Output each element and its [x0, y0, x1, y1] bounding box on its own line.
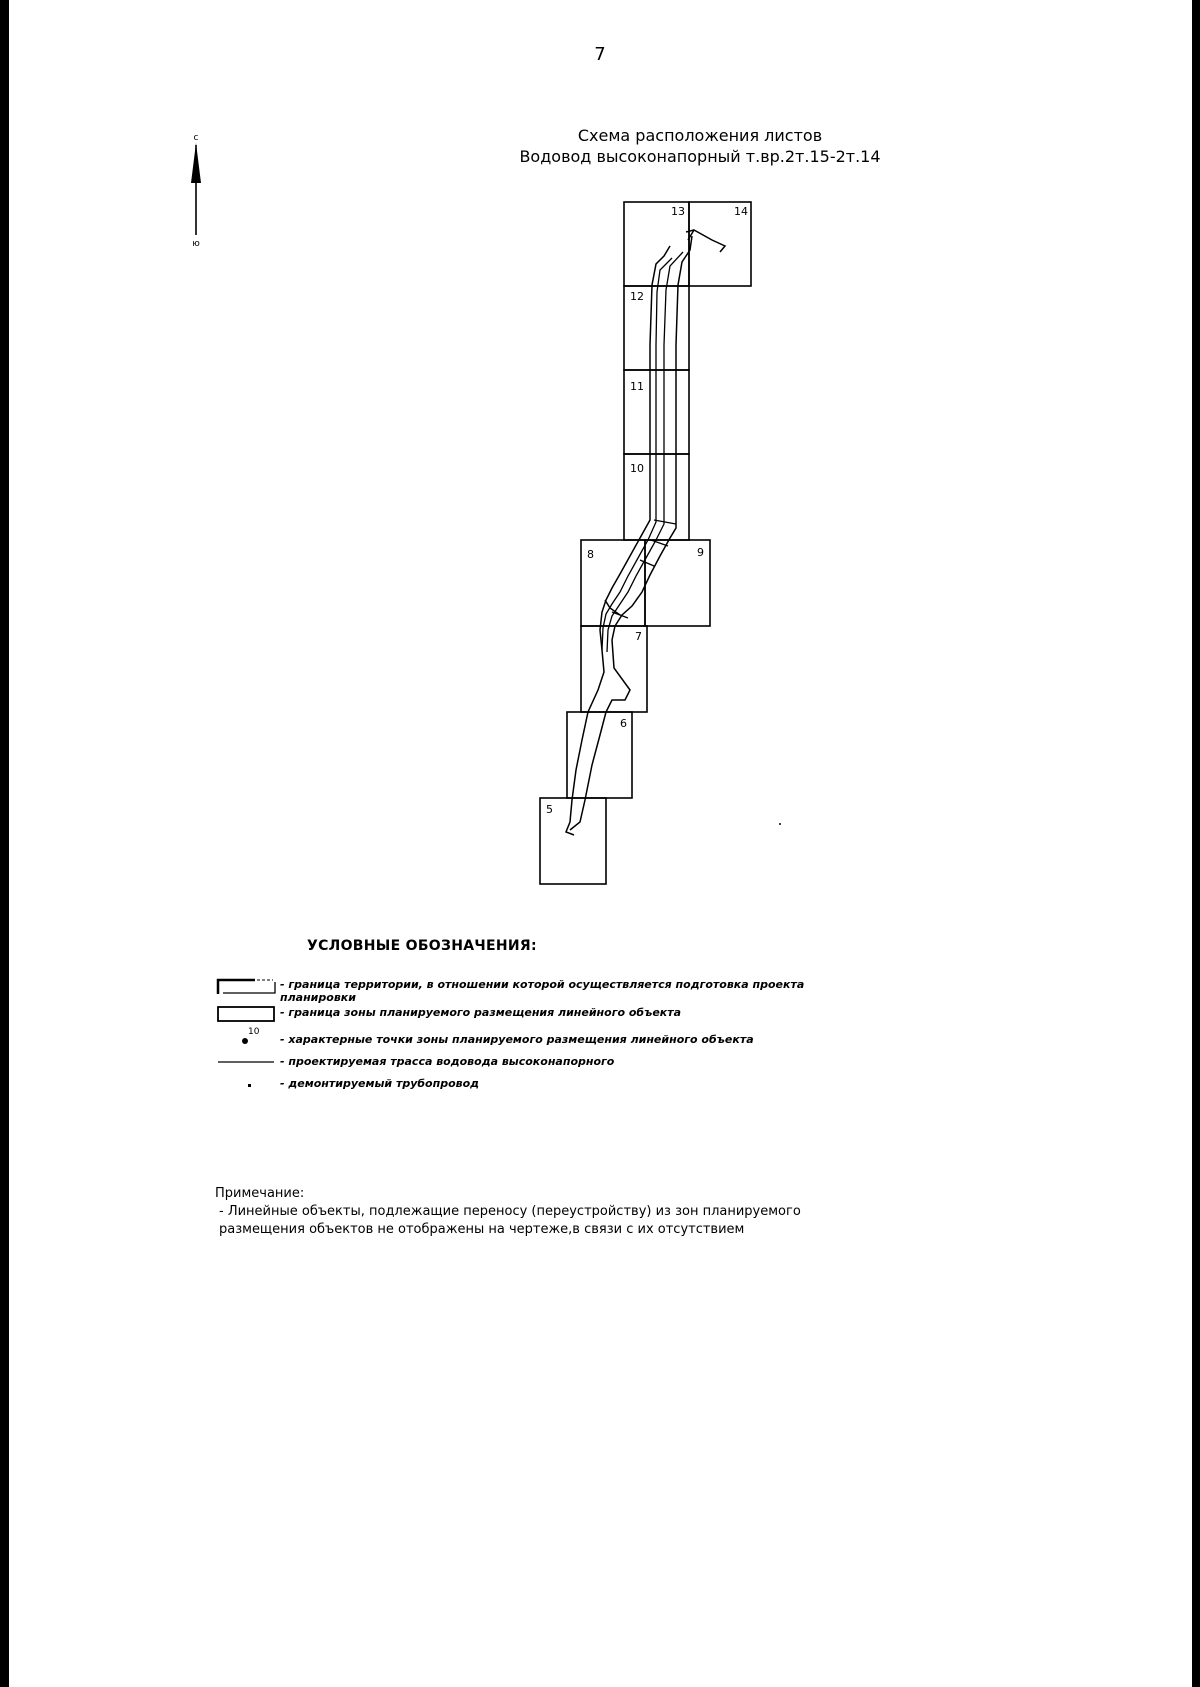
sheet-label: 11 — [630, 380, 644, 393]
stray-dot — [779, 823, 781, 825]
designed-route-icon — [215, 1052, 277, 1072]
characteristic-point-label: 10 — [248, 1027, 260, 1037]
north-label: с — [193, 133, 199, 143]
sheet-label: 9 — [697, 546, 704, 559]
sheet-label: 5 — [546, 803, 553, 816]
note — [215, 1185, 915, 1239]
sheet-label: 12 — [630, 290, 644, 303]
legend-text: - демонтируемый трубопровод — [280, 1077, 480, 1090]
characteristic-point-icon — [215, 1026, 277, 1046]
page-number: 7 — [594, 44, 606, 65]
sheet-label: 10 — [630, 462, 644, 475]
legend-heading: УСЛОВНЫЕ ОБОЗНАЧЕНИЯ: — [307, 938, 537, 954]
north-arrow-icon — [191, 133, 201, 249]
pipeline-zone-outline — [566, 230, 725, 835]
south-label: ю — [192, 239, 200, 249]
legend-item-territory-boundary — [215, 976, 855, 1004]
sheet-label: 14 — [734, 205, 748, 218]
sheet-grid — [540, 202, 751, 884]
legend-item-dismantled-pipe — [215, 1074, 855, 1096]
legend-text: - характерные точки зоны планируемого размещения линейного объекта — [280, 1033, 754, 1046]
sheet-label: 7 — [635, 630, 642, 643]
legend-text: - проектируемая трасса водовода высоконапорного — [280, 1055, 615, 1068]
legend-item-designed-route — [215, 1052, 855, 1074]
note-line-2: размещения объектов не отображены на чертеже,в связи с их отсутствием — [219, 1222, 745, 1237]
legend-text: - граница зоны планируемого размещения линейного объекта — [280, 1006, 682, 1019]
note-heading: Примечание: — [215, 1186, 305, 1201]
sheet-label: 6 — [620, 717, 627, 730]
legend-text: - граница территории, в отношении которой осуществляется подготовка проекта планировки — [280, 978, 805, 1004]
sheet-label: 8 — [587, 548, 594, 561]
zone-boundary-icon — [215, 1004, 277, 1024]
legend-item-characteristic-point — [215, 1026, 855, 1052]
scheme-title-line-1: Схема расположения листов — [577, 126, 823, 145]
note-line-1: - Линейные объекты, подлежащие переносу (переустройству) из зон планируемого — [219, 1204, 801, 1219]
sheet-label: 13 — [671, 205, 685, 218]
scheme-title-line-2: Водовод высоконапорный т.вр.2т.15-2т.14 — [519, 147, 881, 166]
territory-boundary-icon — [215, 976, 277, 996]
legend — [215, 976, 855, 1096]
dismantled-pipe-icon — [215, 1074, 277, 1094]
legend-item-zone-boundary — [215, 1004, 855, 1026]
